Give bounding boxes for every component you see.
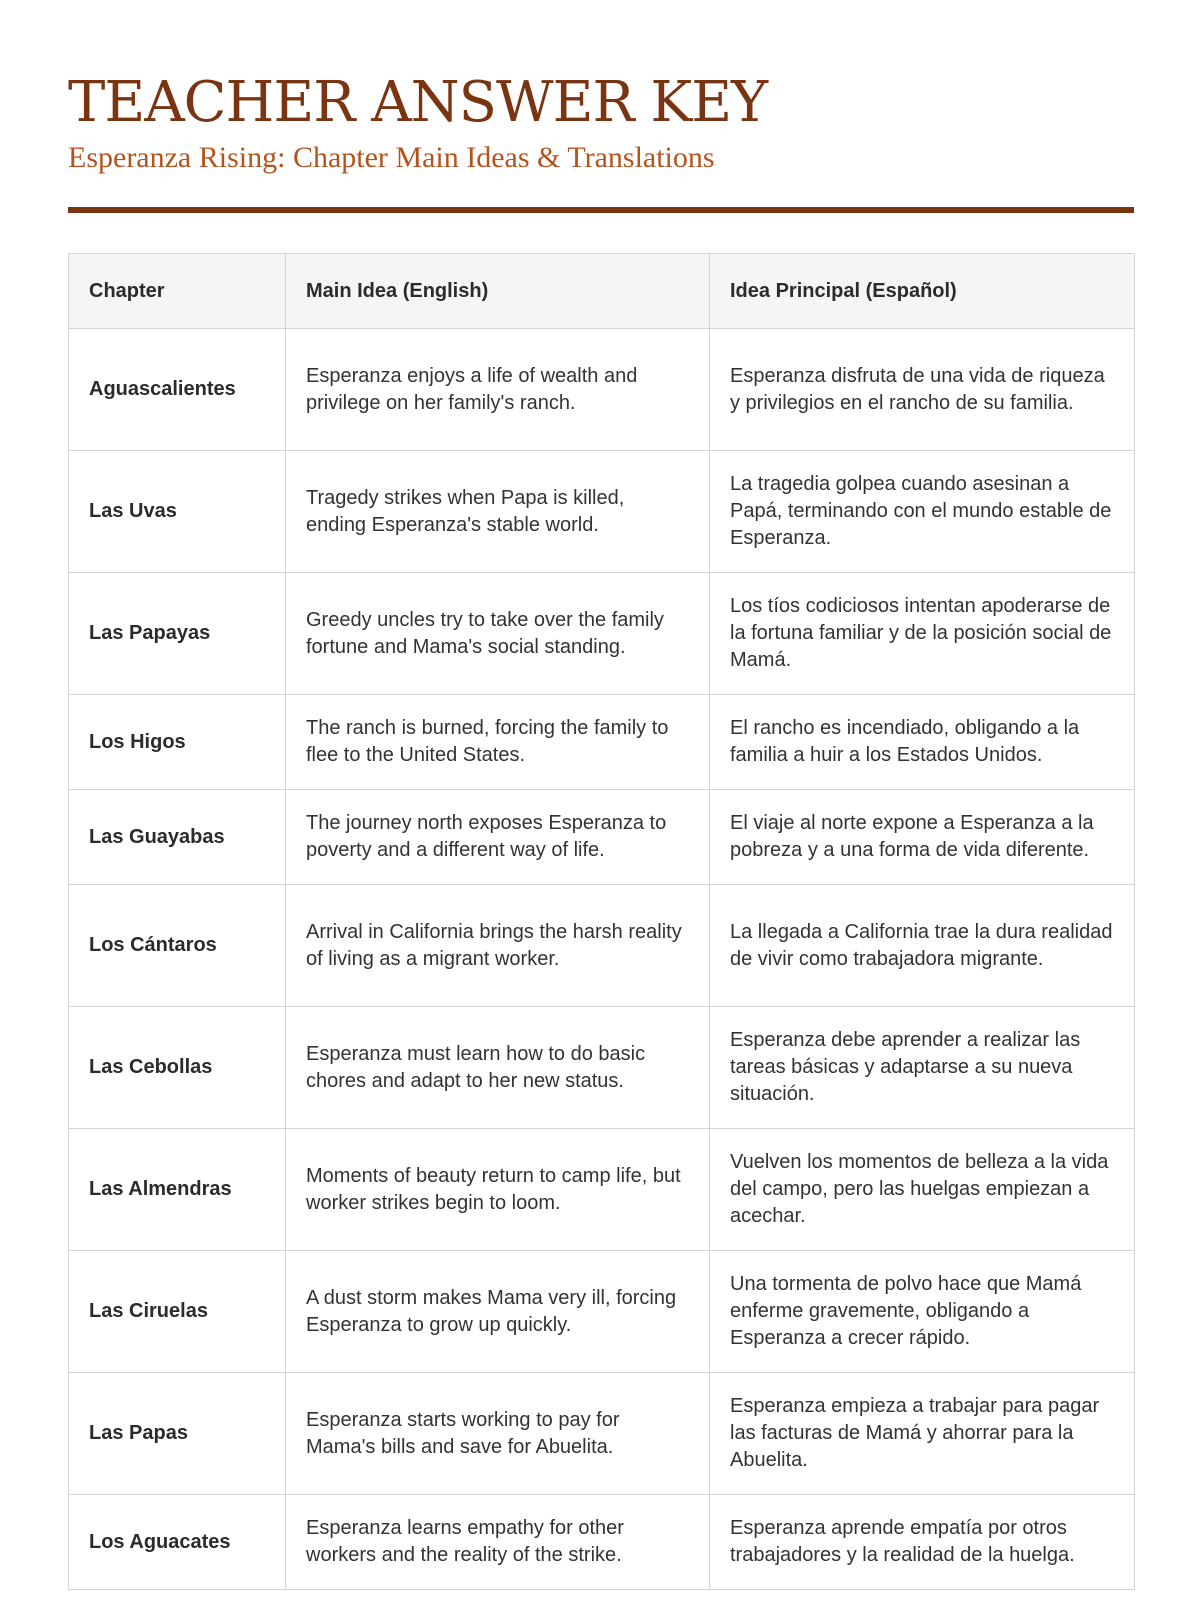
table-row — [69, 885, 1135, 1007]
english-idea-cell: Tragedy strikes when Papa is killed, ending Esperanza's stable world. — [286, 451, 710, 573]
page-subtitle: Esperanza Rising: Chapter Main Ideas & Translations — [68, 141, 715, 174]
column-header-chapter: Chapter — [69, 254, 286, 329]
table-row — [69, 1129, 1135, 1251]
english-idea-cell: Esperanza enjoys a life of wealth and privilege on her family's ranch. — [286, 329, 710, 451]
english-idea-cell: A dust storm makes Mama very ill, forcing Esperanza to grow up quickly. — [286, 1251, 710, 1373]
spanish-idea-cell: El viaje al norte expone a Esperanza a la pobreza y a una forma de vida diferente. — [710, 790, 1135, 885]
english-idea-cell: Esperanza must learn how to do basic chores and adapt to her new status. — [286, 1007, 710, 1129]
table-row — [69, 1373, 1135, 1495]
page-title: TEACHER ANSWER KEY — [68, 70, 768, 135]
column-header-english: Main Idea (English) — [286, 254, 710, 329]
english-idea-cell: Arrival in California brings the harsh reality of living as a migrant worker. — [286, 885, 710, 1007]
english-idea-cell: The journey north exposes Esperanza to poverty and a different way of life. — [286, 790, 710, 885]
chapter-cell: Las Uvas — [69, 451, 286, 573]
chapter-cell: Los Aguacates — [69, 1495, 286, 1590]
answer-key-page — [68, 70, 1134, 1590]
english-idea-cell: Esperanza learns empathy for other workers and the reality of the strike. — [286, 1495, 710, 1590]
spanish-idea-cell: La tragedia golpea cuando asesinan a Papá, terminando con el mundo estable de Esperanza. — [710, 451, 1135, 573]
table-header-row — [69, 254, 1135, 329]
english-idea-cell: The ranch is burned, forcing the family to flee to the United States. — [286, 695, 710, 790]
column-header-spanish: Idea Principal (Español) — [710, 254, 1135, 329]
chapter-cell: Las Papayas — [69, 573, 286, 695]
chapter-cell: Los Cántaros — [69, 885, 286, 1007]
spanish-idea-cell: Vuelven los momentos de belleza a la vida del campo, pero las huelgas empiezan a acechar. — [710, 1129, 1135, 1251]
answer-key-table — [68, 253, 1135, 1590]
spanish-idea-cell: Esperanza disfruta de una vida de riqueza y privilegios en el rancho de su familia. — [710, 329, 1135, 451]
spanish-idea-cell: Esperanza empieza a trabajar para pagar las facturas de Mamá y ahorrar para la Abuelita. — [710, 1373, 1135, 1495]
chapter-cell: Las Papas — [69, 1373, 286, 1495]
table-row — [69, 1495, 1135, 1590]
chapter-cell: Las Almendras — [69, 1129, 286, 1251]
table-row — [69, 573, 1135, 695]
table-row — [69, 790, 1135, 885]
english-idea-cell: Moments of beauty return to camp life, but worker strikes begin to loom. — [286, 1129, 710, 1251]
chapter-cell: Las Cebollas — [69, 1007, 286, 1129]
english-idea-cell: Greedy uncles try to take over the family fortune and Mama's social standing. — [286, 573, 710, 695]
spanish-idea-cell: Esperanza aprende empatía por otros trabajadores y la realidad de la huelga. — [710, 1495, 1135, 1590]
spanish-idea-cell: Esperanza debe aprender a realizar las tareas básicas y adaptarse a su nueva situación. — [710, 1007, 1135, 1129]
chapter-cell: Aguascalientes — [69, 329, 286, 451]
title-divider — [68, 207, 1134, 213]
chapter-cell: Los Higos — [69, 695, 286, 790]
english-idea-cell: Esperanza starts working to pay for Mama's bills and save for Abuelita. — [286, 1373, 710, 1495]
chapter-cell: Las Ciruelas — [69, 1251, 286, 1373]
spanish-idea-cell: La llegada a California trae la dura realidad de vivir como trabajadora migrante. — [710, 885, 1135, 1007]
spanish-idea-cell: Una tormenta de polvo hace que Mamá enferme gravemente, obligando a Esperanza a crecer rápido. — [710, 1251, 1135, 1373]
table-row — [69, 695, 1135, 790]
table-row — [69, 329, 1135, 451]
table-row — [69, 1007, 1135, 1129]
table-row — [69, 451, 1135, 573]
table-row — [69, 1251, 1135, 1373]
spanish-idea-cell: Los tíos codiciosos intentan apoderarse de la fortuna familiar y de la posición social de Mamá. — [710, 573, 1135, 695]
chapter-cell: Las Guayabas — [69, 790, 286, 885]
spanish-idea-cell: El rancho es incendiado, obligando a la familia a huir a los Estados Unidos. — [710, 695, 1135, 790]
